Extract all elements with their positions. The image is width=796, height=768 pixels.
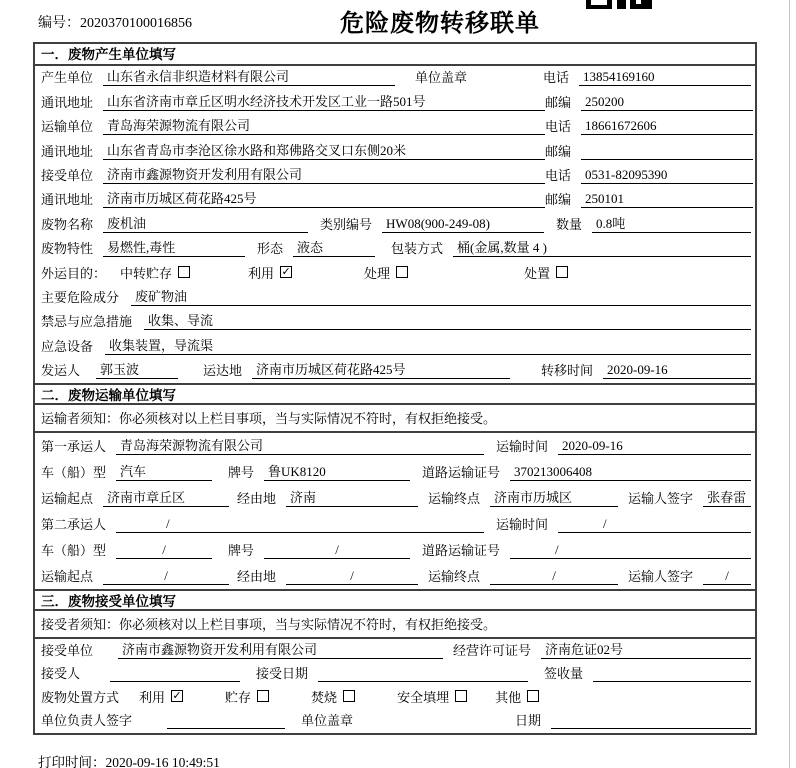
address-label: 通讯地址 bbox=[41, 94, 94, 110]
consignor-value: 郭玉波 bbox=[96, 359, 178, 379]
disposal-label: 废物处置方式 bbox=[41, 689, 120, 705]
checkbox-icon bbox=[455, 690, 467, 702]
date-label: 日期 bbox=[514, 713, 541, 729]
responsible-sign-value bbox=[167, 728, 285, 729]
vehicle-type-label: 车（船）型 bbox=[41, 465, 107, 481]
postcode-label: 邮编 bbox=[545, 192, 572, 208]
qr-block-gap bbox=[636, 0, 641, 4]
transport-unit-label: 运输单位 bbox=[41, 119, 94, 135]
purpose-option-treat bbox=[364, 263, 408, 282]
row-waste-character bbox=[35, 237, 755, 261]
purpose-label: 外运目的： bbox=[41, 265, 107, 281]
receive-unit-label: 接受单位 bbox=[41, 642, 94, 658]
phone-label: 电话 bbox=[542, 70, 569, 86]
row-main-hazard bbox=[35, 286, 755, 310]
character-label: 废物特性 bbox=[41, 241, 94, 257]
form-state-label: 形态 bbox=[257, 241, 284, 257]
print-time bbox=[38, 751, 220, 768]
row-equipment bbox=[35, 334, 755, 358]
responsible-sign-label: 单位负责人签字 bbox=[41, 713, 133, 729]
page-title: 危险废物转移联单 bbox=[340, 11, 540, 37]
checkbox-icon bbox=[556, 266, 568, 278]
carrier-signer-label: 运输人签字 bbox=[628, 569, 694, 585]
row-carrier1-route bbox=[35, 485, 755, 511]
date-value bbox=[551, 728, 751, 729]
section-receiver bbox=[35, 589, 755, 733]
row-carrier2-vehicle bbox=[35, 537, 755, 563]
carrier1-signer-value: 张春雷 bbox=[703, 487, 751, 507]
route-start-label: 运输起点 bbox=[41, 491, 94, 507]
qr-block bbox=[630, 0, 652, 9]
unit-seal-label: 单位盖章 bbox=[415, 70, 468, 86]
purpose-option-transfer bbox=[120, 263, 190, 282]
carrier2-start-value: / bbox=[103, 568, 229, 585]
produce-postcode-value: 250200 bbox=[581, 94, 753, 111]
received-qty-value bbox=[593, 681, 751, 682]
carrier2-permit-value: / bbox=[510, 542, 751, 559]
option-label: 贮存 bbox=[225, 689, 252, 705]
waste-name-value: 废机油 bbox=[103, 213, 308, 233]
produce-unit-label: 产生单位 bbox=[41, 70, 94, 86]
carrier1-time-value: 2020-09-16 bbox=[558, 438, 751, 455]
transfer-time-label: 转移时间 bbox=[540, 363, 593, 379]
taboo-label: 禁忌与应急措施 bbox=[41, 314, 133, 330]
postcode-label: 邮编 bbox=[545, 143, 572, 159]
receiver-notice: 接受者须知：你必须核对以上栏目事项，当与实际情况不符时，有权拒绝接受。 bbox=[35, 611, 755, 639]
section1-heading: 一．废物产生单位填写 bbox=[35, 44, 755, 66]
carrier2-end-value: / bbox=[490, 568, 618, 585]
disposal-option-other bbox=[495, 687, 539, 706]
section-transporter bbox=[35, 383, 755, 589]
row-consignor bbox=[35, 359, 755, 383]
receive-postcode-value: 250101 bbox=[581, 191, 753, 208]
row-purpose bbox=[35, 261, 755, 285]
purpose-option-dispose bbox=[524, 263, 568, 282]
serial-value: 2020370100016856 bbox=[80, 16, 192, 31]
row-receiver-person bbox=[35, 663, 755, 687]
option-label: 中转贮存 bbox=[120, 265, 173, 281]
quantity-label: 数量 bbox=[556, 216, 583, 232]
serial-number bbox=[38, 12, 192, 32]
taboo-value: 收集、导流 bbox=[144, 310, 751, 330]
consignor-label: 发运人 bbox=[41, 363, 81, 379]
carrier2-via-value: / bbox=[286, 568, 418, 585]
row-produce-unit bbox=[35, 66, 755, 90]
transport-unit-value: 青岛海荣源物流有限公司 bbox=[103, 115, 545, 135]
disposal-option-utilize bbox=[139, 687, 183, 706]
postcode-label: 邮编 bbox=[545, 94, 572, 110]
receive-date-label: 接受日期 bbox=[256, 666, 309, 682]
print-time-label: 打印时间： bbox=[38, 755, 106, 768]
qr-block bbox=[617, 0, 626, 9]
form-state-value: 液态 bbox=[293, 237, 375, 257]
route-end-label: 运输终点 bbox=[428, 569, 481, 585]
transport-time-label: 运输时间 bbox=[496, 439, 549, 455]
row-waste-name bbox=[35, 212, 755, 236]
transfer-form-table bbox=[33, 42, 757, 735]
transport-address-value: 山东省青岛市李沧区徐水路和郑佛路交叉口东侧20米 bbox=[103, 140, 545, 160]
destination-value: 济南市历城区荷花路425号 bbox=[252, 359, 510, 379]
plate-label: 牌号 bbox=[228, 543, 255, 559]
option-label: 利用 bbox=[248, 265, 275, 281]
address-label: 通讯地址 bbox=[41, 143, 94, 159]
produce-phone-value: 13854169160 bbox=[579, 69, 751, 86]
disposal-option-incinerate bbox=[311, 687, 355, 706]
carrier1-plate-value: 鲁UK8120 bbox=[264, 461, 410, 481]
character-value: 易燃性,毒性 bbox=[103, 237, 245, 257]
permit-no-label: 经营许可证号 bbox=[453, 642, 532, 658]
road-permit-label: 道路运输证号 bbox=[422, 543, 501, 559]
produce-address-value: 山东省济南市章丘区明水经济技术开发区工业一路501号 bbox=[103, 91, 545, 111]
option-label: 处理 bbox=[364, 265, 391, 281]
section-producer bbox=[35, 44, 755, 383]
main-hazard-value: 废矿物油 bbox=[131, 286, 751, 306]
receive-date-value bbox=[318, 681, 528, 682]
qr-finder-fragment bbox=[586, 0, 612, 9]
destination-label: 运达地 bbox=[203, 363, 243, 379]
serial-label: 编号： bbox=[38, 16, 80, 31]
checkbox-icon bbox=[396, 266, 408, 278]
checkbox-icon bbox=[178, 266, 190, 278]
row-receive-unit3 bbox=[35, 639, 755, 663]
section2-heading: 二．废物运输单位填写 bbox=[35, 383, 755, 405]
route-via-label: 经由地 bbox=[237, 569, 277, 585]
transport-phone-value: 18661672606 bbox=[581, 118, 753, 135]
option-label: 利用 bbox=[139, 689, 166, 705]
row-carrier1-name bbox=[35, 433, 755, 459]
road-permit-label: 道路运输证号 bbox=[422, 465, 501, 481]
option-label: 其他 bbox=[495, 689, 522, 705]
row-carrier1-vehicle bbox=[35, 459, 755, 485]
received-qty-label: 签收量 bbox=[544, 666, 584, 682]
row-disposal bbox=[35, 686, 755, 710]
disposal-option-store bbox=[225, 687, 269, 706]
carrier2-vehicle-value: / bbox=[116, 542, 212, 559]
receive-unit-label: 接受单位 bbox=[41, 167, 94, 183]
route-via-label: 经由地 bbox=[237, 491, 277, 507]
option-label: 焚烧 bbox=[311, 689, 338, 705]
transporter-notice: 运输者须知：你必须核对以上栏目事项，当与实际情况不符时，有权拒绝接受。 bbox=[35, 405, 755, 433]
checkbox-icon bbox=[527, 690, 539, 702]
option-label: 安全填埋 bbox=[397, 689, 450, 705]
carrier1-name-value: 青岛海荣源物流有限公司 bbox=[116, 435, 484, 455]
packing-value: 桶(金属,数量 4 ) bbox=[453, 237, 751, 257]
row-produce-address bbox=[35, 90, 755, 114]
waste-name-label: 废物名称 bbox=[41, 216, 94, 232]
produce-unit-value: 山东省永信非织造材料有限公司 bbox=[103, 66, 395, 86]
phone-label: 电话 bbox=[545, 119, 572, 135]
purpose-option-utilize bbox=[248, 263, 292, 282]
receive-unit-value: 济南市鑫源物资开发利用有限公司 bbox=[118, 639, 443, 659]
carrier2-plate-value: / bbox=[264, 542, 410, 559]
carrier1-label: 第一承运人 bbox=[41, 439, 107, 455]
receiver-label: 接受人 bbox=[41, 666, 81, 682]
category-value: HW08(900-249-08) bbox=[382, 216, 544, 233]
carrier1-via-value: 济南 bbox=[286, 487, 418, 507]
qr-code-icon bbox=[586, 0, 656, 9]
receive-phone-value: 0531-82095390 bbox=[581, 167, 753, 184]
receiver-value bbox=[110, 681, 240, 682]
carrier-signer-label: 运输人签字 bbox=[628, 491, 694, 507]
row-taboo bbox=[35, 310, 755, 334]
plate-label: 牌号 bbox=[228, 465, 255, 481]
vehicle-type-label: 车（船）型 bbox=[41, 543, 107, 559]
carrier2-time-value: / bbox=[558, 516, 751, 533]
carrier1-start-value: 济南市章丘区 bbox=[103, 487, 229, 507]
section3-heading: 三．废物接受单位填写 bbox=[35, 589, 755, 611]
row-carrier2-name bbox=[35, 511, 755, 537]
print-time-value: 2020-09-16 10:49:51 bbox=[105, 755, 220, 768]
carrier2-signer-value: / bbox=[703, 568, 751, 585]
row-receive-unit bbox=[35, 164, 755, 188]
checkbox-checked-icon: ✓ bbox=[281, 265, 291, 279]
quantity-value: 0.8吨 bbox=[592, 213, 751, 233]
carrier2-name-value: / bbox=[116, 516, 484, 533]
permit-no-value: 济南危证02号 bbox=[541, 639, 751, 659]
row-carrier2-route bbox=[35, 563, 755, 589]
equipment-value: 收集装置，导流渠 bbox=[105, 335, 751, 355]
option-label: 处置 bbox=[524, 265, 551, 281]
row-transport-address bbox=[35, 139, 755, 163]
receive-unit-value: 济南市鑫源物资开发利用有限公司 bbox=[103, 164, 545, 184]
equipment-label: 应急设备 bbox=[41, 338, 94, 354]
main-hazard-label: 主要危险成分 bbox=[41, 289, 120, 305]
transport-time-label: 运输时间 bbox=[496, 517, 549, 533]
row-transport-unit bbox=[35, 115, 755, 139]
carrier1-permit-value: 370213006408 bbox=[510, 464, 751, 481]
phone-label: 电话 bbox=[545, 167, 572, 183]
row-receive-address bbox=[35, 188, 755, 212]
carrier1-vehicle-value: 汽车 bbox=[116, 461, 212, 481]
transport-postcode-value bbox=[581, 159, 753, 160]
checkbox-checked-icon: ✓ bbox=[172, 689, 182, 703]
unit-seal-label: 单位盖章 bbox=[301, 713, 354, 729]
receive-address-value: 济南市历城区荷花路425号 bbox=[103, 188, 545, 208]
address-label: 通讯地址 bbox=[41, 192, 94, 208]
transfer-time-value: 2020-09-16 bbox=[603, 362, 751, 379]
viewer-page-edge bbox=[789, 0, 790, 768]
category-label: 类别编号 bbox=[320, 216, 373, 232]
checkbox-icon bbox=[343, 690, 355, 702]
row-responsible-sign bbox=[35, 710, 755, 734]
carrier1-end-value: 济南市历城区 bbox=[490, 487, 618, 507]
disposal-option-landfill bbox=[397, 687, 467, 706]
packing-label: 包装方式 bbox=[391, 241, 444, 257]
route-end-label: 运输终点 bbox=[428, 491, 481, 507]
carrier2-label: 第二承运人 bbox=[41, 517, 107, 533]
checkbox-icon bbox=[257, 690, 269, 702]
route-start-label: 运输起点 bbox=[41, 569, 94, 585]
